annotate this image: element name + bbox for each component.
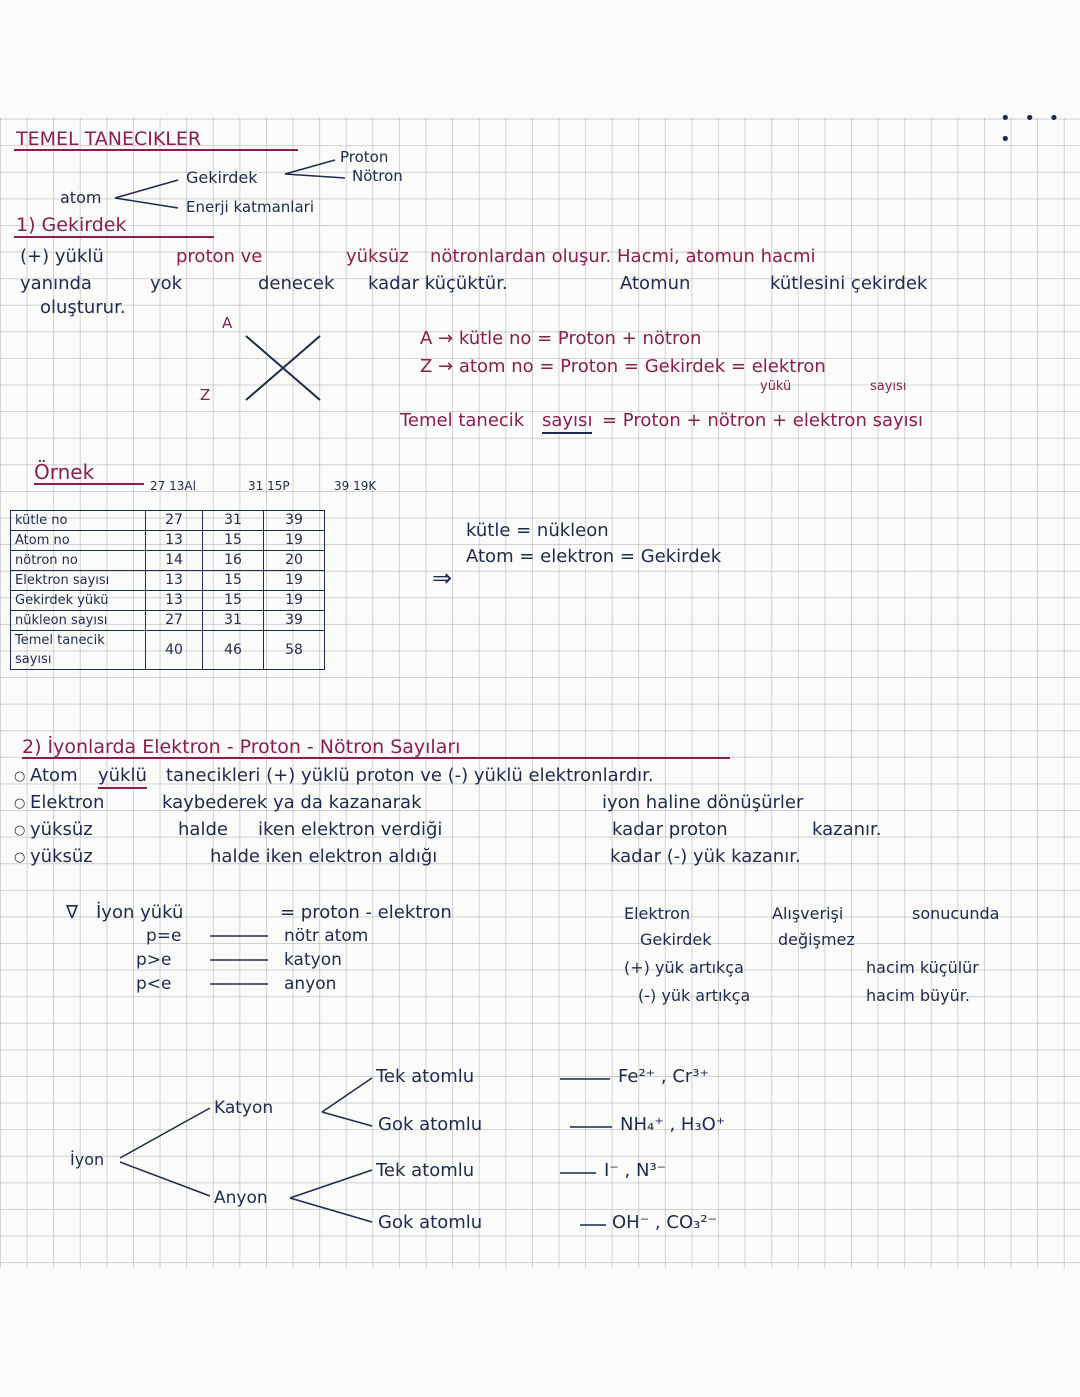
anion-mono-examples: I⁻ , N³⁻ — [604, 1160, 667, 1181]
bullet2-c: iyon haline dönüşürler — [602, 792, 804, 813]
bullet1-b: yüklü — [98, 767, 147, 789]
bullet4-a: yüksüz — [30, 846, 93, 867]
cell: 13 — [146, 591, 203, 611]
anion-poly-label: Gok atomlu — [378, 1212, 483, 1233]
note4-b: hacim büyür. — [866, 986, 970, 1005]
nucleus-line1-c: yüksüz — [346, 246, 409, 267]
cell: 27 — [146, 611, 203, 631]
row-label: Atom no — [11, 531, 146, 551]
bullet3-e: kazanır. — [812, 819, 882, 840]
ion-root-label: İyon — [70, 1150, 105, 1169]
formula-fundamental-a: Temel tanecik — [400, 410, 525, 431]
cation-mono-examples: Fe²⁺ , Cr³⁺ — [618, 1066, 710, 1087]
cell: 27 — [146, 511, 203, 531]
bullet-icon: ○ — [14, 850, 26, 865]
bullet1-c: tanecikleri (+) yüklü proton ve (-) yüklü elektronlardır. — [166, 765, 654, 786]
bullet-icon: ○ — [14, 769, 26, 784]
neutron-label: Nötron — [352, 167, 403, 185]
example-header-al: 27 13Al — [150, 479, 196, 493]
nucleus-line2-d: kadar küçüktür. — [368, 273, 508, 294]
note2-b: değişmez — [778, 930, 855, 949]
table-row — [11, 531, 325, 551]
cell: 31 — [203, 511, 264, 531]
bullet4-c: kadar (-) yük kazanır. — [610, 846, 801, 867]
section2-heading: 2) İyonlarda Elektron - Proton - Nötron Sayıları — [22, 736, 461, 758]
table-row — [11, 571, 325, 591]
nucleus-line2-a: yanında — [20, 273, 92, 294]
nucleus-label: Gekirdek — [186, 168, 258, 187]
table-row — [11, 591, 325, 611]
ion-charge-label: İyon yükü — [96, 902, 184, 923]
cell: 16 — [203, 551, 264, 571]
note4-a: (-) yük artıkça — [638, 986, 751, 1005]
row-label: Gekirdek yükü — [11, 591, 146, 611]
table-row — [11, 611, 325, 631]
cell: 20 — [264, 551, 325, 571]
ion-row1-value: nötr atom — [284, 926, 369, 946]
example-table — [10, 510, 325, 670]
example-note-charge: Atom = elektron = Gekirdek — [466, 546, 722, 567]
note1-a: Elektron — [624, 904, 691, 923]
cell: 13 — [146, 571, 203, 591]
bullet2-b: kaybederek ya da kazanarak — [162, 792, 422, 813]
bullet3-b: halde — [178, 819, 228, 840]
cell: 40 — [146, 631, 203, 670]
row-label: Elektron sayısı — [11, 571, 146, 591]
ion-row2-value: katyon — [284, 950, 342, 970]
nucleus-line1-b: proton ve — [176, 246, 263, 267]
nucleus-line2-b: yok — [150, 273, 183, 294]
row-label: nükleon sayısı — [11, 611, 146, 631]
bullet4-b: halde iken elektron aldığı — [210, 846, 438, 867]
bullet2-a: Elektron — [30, 792, 105, 813]
formula-fundamental-b: sayısı — [542, 412, 592, 434]
formula-mass-number: A → kütle no = Proton + nötron — [420, 328, 702, 349]
ion-row3-cond: p<e — [136, 974, 172, 994]
cell: 19 — [264, 531, 325, 551]
nucleus-line1-d: nötronlardan oluşur. Hacmi, atomun hacmi — [430, 246, 816, 267]
nucleus-line2-c: denecek — [258, 273, 335, 294]
cell: 31 — [203, 611, 264, 631]
row-label: nötron no — [11, 551, 146, 571]
cell: 15 — [203, 571, 264, 591]
example-header-k: 39 19K — [334, 479, 377, 493]
example-header-p: 31 15P — [248, 479, 290, 493]
formula-fundamental-c: = Proton + nötron + elektron sayısı — [602, 410, 924, 431]
cell: 39 — [264, 611, 325, 631]
bullet-icon: ○ — [14, 823, 26, 838]
section1-heading: 1) Gekirdek — [16, 214, 127, 236]
formula-atomic-number: Z → atom no = Proton = Gekirdek = elektron — [420, 356, 826, 377]
nucleus-line1-a: (+) yüklü — [20, 246, 104, 267]
note3-b: hacim küçülür — [866, 958, 979, 977]
cell: 15 — [203, 531, 264, 551]
table-row — [11, 631, 325, 670]
bullet3-a: yüksüz — [30, 819, 93, 840]
proton-label: Proton — [340, 148, 389, 166]
row-label: Temel tanecik sayısı — [11, 631, 146, 670]
page-title: TEMEL TANECIKLER — [16, 128, 202, 150]
page-corner-marks: • • • • — [1000, 108, 1064, 150]
ion-row1-cond: p=e — [146, 926, 182, 946]
nucleus-line2-f: kütlesini çekirdek — [770, 273, 928, 294]
cation-label: Katyon — [214, 1098, 274, 1118]
example-note-nucleon: kütle = nükleon — [466, 520, 609, 541]
note2-a: Gekirdek — [640, 930, 712, 949]
bullet1-a: Atom — [30, 765, 78, 786]
triangle-icon: ∇ — [66, 902, 79, 923]
implies-arrow: ⇒ — [432, 564, 453, 592]
table-row — [11, 551, 325, 571]
formula-sub-count: sayısı — [870, 379, 907, 394]
example-heading: Örnek — [34, 460, 95, 484]
bullet-icon: ○ — [14, 796, 26, 811]
cation-mono-label: Tek atomlu — [376, 1066, 475, 1087]
cell: 13 — [146, 531, 203, 551]
formula-sub-charge: yükü — [760, 379, 792, 394]
ion-charge-formula: = proton - elektron — [280, 902, 452, 923]
ion-row3-value: anyon — [284, 974, 337, 994]
cell: 15 — [203, 591, 264, 611]
atom-label: atom — [60, 188, 102, 207]
anion-mono-label: Tek atomlu — [376, 1160, 475, 1181]
bullet3-c: iken elektron verdiği — [258, 819, 443, 840]
cell: 39 — [264, 511, 325, 531]
nucleus-line2-e: Atomun — [620, 273, 691, 294]
note3-a: (+) yük artıkça — [624, 958, 744, 977]
cell: 14 — [146, 551, 203, 571]
cell: 58 — [264, 631, 325, 670]
note1-c: sonucunda — [912, 904, 1000, 923]
x-top-label: A — [222, 314, 233, 332]
anion-poly-examples: OH⁻ , CO₃²⁻ — [612, 1212, 718, 1233]
cation-poly-label: Gok atomlu — [378, 1114, 483, 1135]
cation-poly-examples: NH₄⁺ , H₃O⁺ — [620, 1114, 726, 1135]
energy-levels-label: Enerji katmanlari — [186, 198, 314, 216]
ion-row2-cond: p>e — [136, 950, 172, 970]
cell: 46 — [203, 631, 264, 670]
row-label: kütle no — [11, 511, 146, 531]
x-bottom-label: Z — [200, 386, 211, 404]
note1-b: Alışverişi — [772, 904, 844, 923]
bullet3-d: kadar proton — [612, 819, 728, 840]
cell: 19 — [264, 571, 325, 591]
cell: 19 — [264, 591, 325, 611]
table-row — [11, 511, 325, 531]
anion-label: Anyon — [214, 1188, 268, 1208]
nucleus-line3: oluşturur. — [40, 297, 126, 318]
